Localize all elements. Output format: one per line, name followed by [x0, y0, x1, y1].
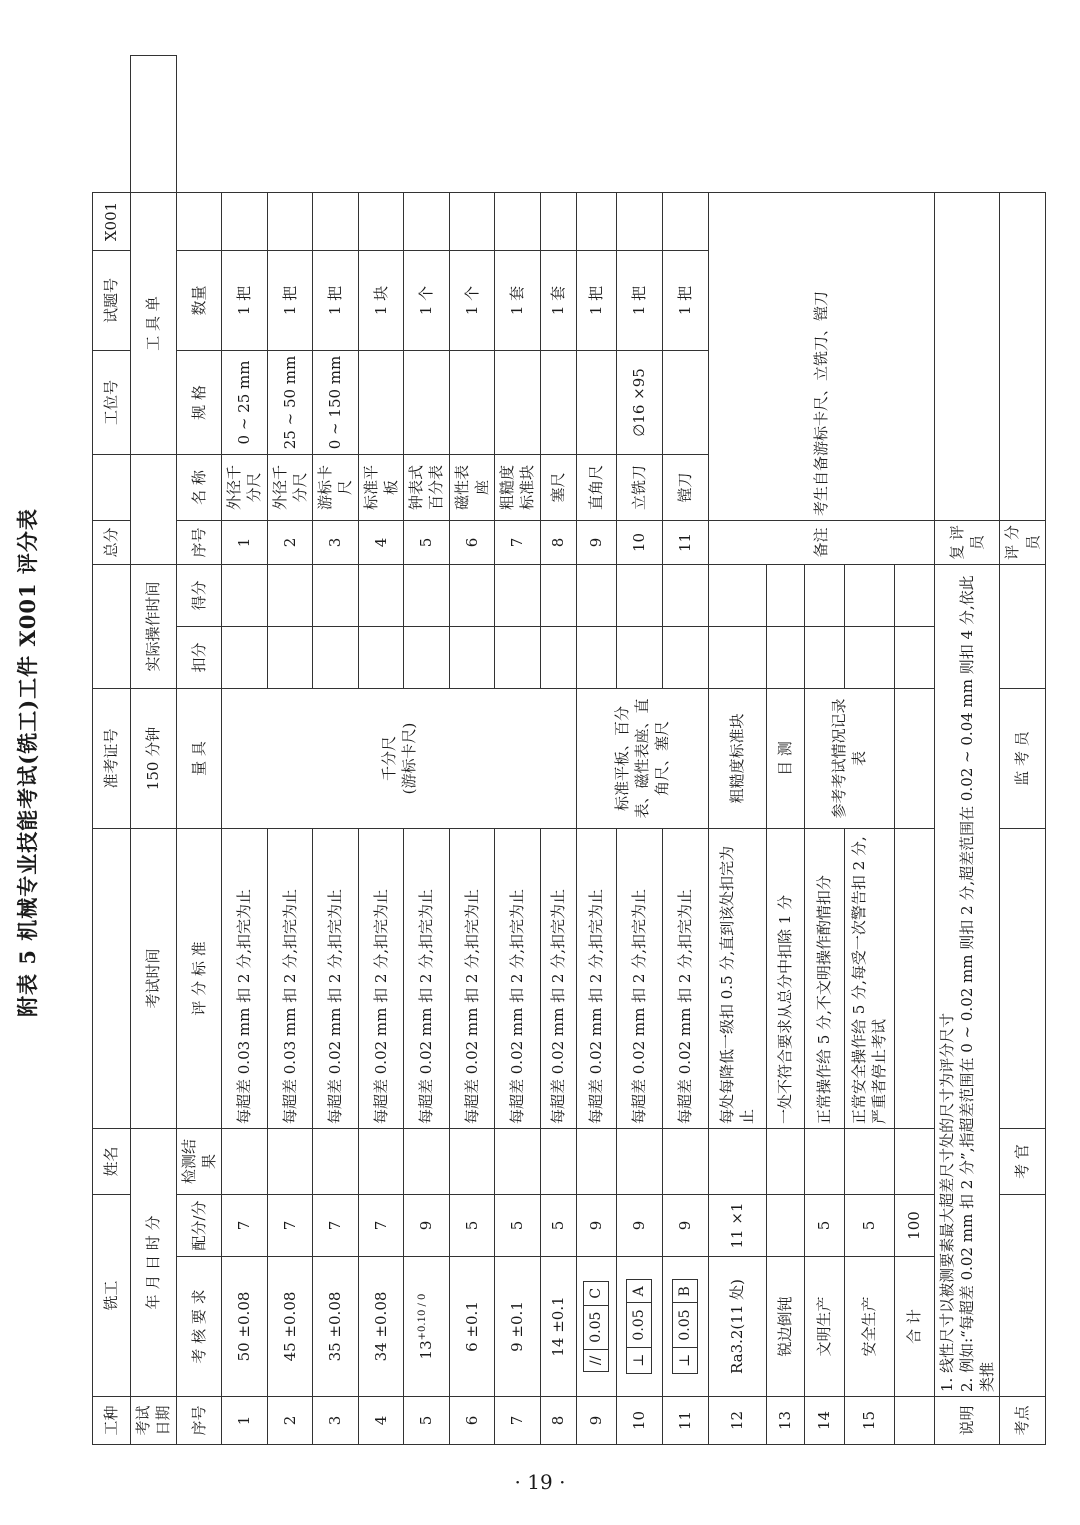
- row-seq: 7: [495, 1397, 541, 1445]
- row-deduct[interactable]: [358, 627, 404, 689]
- row-deduct[interactable]: [804, 627, 844, 689]
- row-points: 7: [313, 1195, 359, 1257]
- gauge-cell: 目 测: [766, 689, 804, 829]
- row-result[interactable]: [540, 1129, 576, 1195]
- tol-upper: +0.10: [417, 1309, 429, 1341]
- total-blank: [894, 627, 934, 689]
- frame-sym: ⊥: [630, 1353, 647, 1367]
- row-standard: 每超差 0.02 mm 扣 2 分,扣完为止: [449, 829, 495, 1129]
- row-seq: 9: [576, 1397, 616, 1445]
- row-seq: 6: [449, 1397, 495, 1445]
- total-label: 总分: [93, 521, 131, 565]
- row-standard: 正常安全操作给 5 分,每受一次警告扣 2 分,严重者停止考试: [844, 829, 894, 1129]
- col-req: 考 核 要 求: [176, 1257, 222, 1397]
- row-deduct[interactable]: [495, 627, 541, 689]
- tools-title: 工 具 单: [131, 193, 177, 455]
- row-points: 7: [267, 1195, 313, 1257]
- row-requirement: 锐边倒钝: [766, 1257, 804, 1397]
- row-standard: 每超差 0.02 mm 扣 2 分,扣完为止: [540, 829, 576, 1129]
- row-points: 9: [404, 1195, 450, 1257]
- tool-spec: [662, 351, 708, 455]
- row-seq: 13: [766, 1397, 804, 1445]
- row-standard: 正常操作给 5 分,不文明操作酌情扣分: [804, 829, 844, 1129]
- col-result: 检测结果: [176, 1129, 222, 1195]
- date-fields: 年 月 日 时 分: [131, 1129, 177, 1397]
- tool-qty: 1 套: [495, 251, 541, 351]
- tool-qty: 1 把: [616, 251, 662, 351]
- row-requirement: [616, 1257, 662, 1397]
- row-score[interactable]: [404, 565, 450, 627]
- name-field[interactable]: [93, 829, 131, 1129]
- row-seq: 12: [708, 1397, 766, 1445]
- site-label: 考点: [1000, 1397, 1046, 1445]
- frame-sym: //: [587, 1355, 604, 1366]
- tool-spacer: [449, 193, 495, 251]
- row-score[interactable]: [708, 565, 766, 627]
- col-spacer: [176, 193, 222, 251]
- row-score[interactable]: [358, 565, 404, 627]
- row-score[interactable]: [766, 565, 804, 627]
- col-tool-seq: 序号: [176, 521, 222, 565]
- score-row: [222, 56, 268, 1445]
- frame-datum: B: [673, 1280, 697, 1303]
- row-standard: 每超差 0.02 mm 扣 2 分,扣完为止: [576, 829, 616, 1129]
- tool-spacer: [267, 193, 313, 251]
- exam-time: 150 分钟: [131, 689, 177, 829]
- tool-spec: [358, 351, 404, 455]
- tools-title-spacer: [131, 56, 177, 193]
- tool-spacer: [404, 193, 450, 251]
- tool-spacer: [222, 193, 268, 251]
- row-points: [766, 1195, 804, 1257]
- name-label: 姓名: [93, 1129, 131, 1195]
- tool-name: 塞尺: [540, 455, 576, 521]
- tool-name: 镗刀: [662, 455, 708, 521]
- row-points: 5: [449, 1195, 495, 1257]
- row-seq: 15: [844, 1397, 894, 1445]
- exam-no-label: 准考证号: [93, 689, 131, 829]
- row-requirement: [576, 1257, 616, 1397]
- tolerance-frame: [672, 1279, 698, 1374]
- tolerance-frame: [583, 1281, 609, 1372]
- col-tool-name: 名 称: [176, 455, 222, 521]
- footer-row: [1000, 56, 1046, 1445]
- row-score[interactable]: [804, 565, 844, 627]
- total-label: 合 计: [894, 1257, 934, 1397]
- total-blank: [894, 829, 934, 1129]
- row-result[interactable]: [766, 1129, 804, 1195]
- tool-name: 外径千分尺: [222, 455, 268, 521]
- tool-qty: 1 把: [222, 251, 268, 351]
- row-points: 9: [616, 1195, 662, 1257]
- tool-spacer: [616, 193, 662, 251]
- notes-label: 说明: [934, 1397, 1000, 1445]
- row-deduct[interactable]: [540, 627, 576, 689]
- row-result[interactable]: [708, 1129, 766, 1195]
- row-deduct[interactable]: [576, 627, 616, 689]
- row-score[interactable]: [495, 565, 541, 627]
- row-seq: 1: [222, 1397, 268, 1445]
- tool-seq: 2: [267, 521, 313, 565]
- row-score[interactable]: [267, 565, 313, 627]
- row-requirement: Ra3.2(11 处): [708, 1257, 766, 1397]
- row-score[interactable]: [844, 565, 894, 627]
- tool-name: 游标卡尺: [313, 455, 359, 521]
- proctor-label: 监 考 员: [1000, 689, 1046, 829]
- row-requirement: [404, 1257, 450, 1397]
- row-deduct[interactable]: [766, 627, 804, 689]
- gauge-cell: 千分尺 (游标卡尺): [222, 689, 577, 829]
- tool-spacer: [576, 193, 616, 251]
- row-standard: 每超差 0.02 mm 扣 2 分,扣完为止: [616, 829, 662, 1129]
- frame-datum: A: [627, 1280, 651, 1303]
- row-points: 5: [844, 1195, 894, 1257]
- tool-spec: ∅16 ×95: [616, 351, 662, 455]
- row-result[interactable]: [222, 1129, 268, 1195]
- reviewer-label: 复 评 员: [934, 521, 1000, 565]
- note-line-2: 2. 例如:“每超差 0.02 mm 扣 2 分”,指超差范围在 0 ~ 0.02 mm 则扣 2 分,超差范围在 0.02 ~ 0.04 mm 则扣 4 分,依此类推: [957, 575, 996, 1392]
- row-points: 5: [495, 1195, 541, 1257]
- row-score[interactable]: [222, 565, 268, 627]
- row-standard: 每处每降低一级扣 0.5 分,直到该处扣完为止: [708, 829, 766, 1129]
- row-deduct[interactable]: [708, 627, 766, 689]
- examiner-label: 考 官: [1000, 1129, 1046, 1195]
- col-seq: 序号: [176, 1397, 222, 1445]
- req-base: 13: [417, 1340, 436, 1360]
- tool-qty: 1 把: [313, 251, 359, 351]
- row-seq: 11: [662, 1397, 708, 1445]
- row-result[interactable]: [616, 1129, 662, 1195]
- page-title: 附表 5 机械专业技能考试(铣工)工件 X001 评分表: [15, 508, 40, 1017]
- row-requirement: 50 ±0.08: [222, 1257, 268, 1397]
- row-requirement: 安全生产: [844, 1257, 894, 1397]
- row-seq: 10: [616, 1397, 662, 1445]
- row-deduct[interactable]: [449, 627, 495, 689]
- remarks-label: 备注: [708, 521, 934, 565]
- tool-spec: [540, 351, 576, 455]
- tool-spec: 0 ~ 25 mm: [222, 351, 268, 455]
- total-blank: [894, 689, 934, 829]
- row-standard: 每超差 0.03 mm 扣 2 分,扣完为止: [267, 829, 313, 1129]
- row-result[interactable]: [404, 1129, 450, 1195]
- row-requirement: [662, 1257, 708, 1397]
- total-blank: [894, 565, 934, 627]
- row-result[interactable]: [449, 1129, 495, 1195]
- total-field[interactable]: [93, 455, 131, 521]
- row-seq: 3: [313, 1397, 359, 1445]
- site-field[interactable]: [1000, 1195, 1046, 1397]
- page-number: · 19 ·: [514, 1470, 566, 1494]
- problem-no-label: 试题号: [93, 251, 131, 351]
- row-points: 5: [804, 1195, 844, 1257]
- row-result[interactable]: [844, 1129, 894, 1195]
- tool-seq: 3: [313, 521, 359, 565]
- row-result[interactable]: [358, 1129, 404, 1195]
- row-result[interactable]: [662, 1129, 708, 1195]
- row-deduct[interactable]: [616, 627, 662, 689]
- row-points: 7: [358, 1195, 404, 1257]
- tool-spec: [404, 351, 450, 455]
- tool-seq: 4: [358, 521, 404, 565]
- actual-time-label: 实际操作时间: [131, 565, 177, 689]
- notes-text: [934, 565, 1000, 1397]
- req-tolerance: +0.10 / 0: [417, 1293, 429, 1341]
- row-seq: 8: [540, 1397, 576, 1445]
- total-spacer: [894, 1397, 934, 1445]
- row-points: 9: [662, 1195, 708, 1257]
- row-result[interactable]: [267, 1129, 313, 1195]
- tool-qty: 1 套: [540, 251, 576, 351]
- col-gauge: 量 具: [176, 689, 222, 829]
- exam-no-field[interactable]: [93, 565, 131, 689]
- row-result[interactable]: [495, 1129, 541, 1195]
- notes-row: [934, 56, 1000, 1445]
- trade-value: 铣工: [93, 1195, 131, 1397]
- tool-seq: 8: [540, 521, 576, 565]
- tool-name: 标准平板: [358, 455, 404, 521]
- tool-qty: 1 块: [358, 251, 404, 351]
- row-standard: 每超差 0.03 mm 扣 2 分,扣完为止: [222, 829, 268, 1129]
- col-standard: 评 分 标 准: [176, 829, 222, 1129]
- tool-qty: 1 把: [267, 251, 313, 351]
- row-deduct[interactable]: [313, 627, 359, 689]
- tool-seq: 11: [662, 521, 708, 565]
- row-score[interactable]: [540, 565, 576, 627]
- tol-lower: 0: [417, 1293, 429, 1300]
- grader-field[interactable]: [1000, 193, 1046, 521]
- frame-tol: 0.05: [673, 1303, 697, 1347]
- tool-qty: 1 个: [449, 251, 495, 351]
- col-deduct: 扣分: [176, 627, 222, 689]
- row-deduct[interactable]: [662, 627, 708, 689]
- row-score[interactable]: [449, 565, 495, 627]
- tool-name: 钟表式百分表: [404, 455, 450, 521]
- tool-name: 立铣刀: [616, 455, 662, 521]
- total-points: 100: [894, 1195, 934, 1257]
- row-requirement: 9 ±0.1: [495, 1257, 541, 1397]
- grader-label: 评 分 员: [1000, 521, 1046, 565]
- row-standard: 每超差 0.02 mm 扣 2 分,扣完为止: [404, 829, 450, 1129]
- gauge-cell: 参考考试情况记录表: [804, 689, 894, 829]
- row-score[interactable]: [313, 565, 359, 627]
- remarks-text: 考生自备游标卡尺、立铣刀、镗刀: [708, 193, 934, 521]
- row-seq: 14: [804, 1397, 844, 1445]
- col-tool-spec: 规 格: [176, 351, 222, 455]
- frame-sym: ⊥: [676, 1353, 693, 1367]
- tool-name: 磁性表座: [449, 455, 495, 521]
- row-standard: 每超差 0.02 mm 扣 2 分,扣完为止: [662, 829, 708, 1129]
- row-result[interactable]: [576, 1129, 616, 1195]
- tool-qty: 1 把: [662, 251, 708, 351]
- proctor-field[interactable]: [1000, 565, 1046, 689]
- row-score[interactable]: [616, 565, 662, 627]
- tool-spacer: [495, 193, 541, 251]
- row-points: 9: [576, 1195, 616, 1257]
- row-deduct[interactable]: [404, 627, 450, 689]
- examiner-field[interactable]: [1000, 829, 1046, 1129]
- tool-spacer: [540, 193, 576, 251]
- tool-seq: 1: [222, 521, 268, 565]
- row-standard: 每超差 0.02 mm 扣 2 分,扣完为止: [313, 829, 359, 1129]
- row-deduct[interactable]: [267, 627, 313, 689]
- exam-time-label: 考试时间: [131, 829, 177, 1129]
- col-score: 得分: [176, 565, 222, 627]
- row-standard: 每超差 0.02 mm 扣 2 分,扣完为止: [495, 829, 541, 1129]
- tool-seq: 6: [449, 521, 495, 565]
- tool-name: 直角尺: [576, 455, 616, 521]
- row-score[interactable]: [662, 565, 708, 627]
- row-requirement: 14 ±0.1: [540, 1257, 576, 1397]
- tool-seq: 9: [576, 521, 616, 565]
- tool-spec: [576, 351, 616, 455]
- row-score[interactable]: [576, 565, 616, 627]
- tool-spacer: [662, 193, 708, 251]
- row-points: 7: [222, 1195, 268, 1257]
- row-points: 11 ×1: [708, 1195, 766, 1257]
- row-points: 5: [540, 1195, 576, 1257]
- col-points: 配分/分: [176, 1195, 222, 1257]
- tool-name: 外径千分尺: [267, 455, 313, 521]
- tool-qty: 1 把: [576, 251, 616, 351]
- tool-name: 粗糙度标准块: [495, 455, 541, 521]
- row-requirement: 34 ±0.08: [358, 1257, 404, 1397]
- frame-tol: 0.05: [584, 1306, 608, 1350]
- tool-spec: [449, 351, 495, 455]
- row-deduct[interactable]: [844, 627, 894, 689]
- row-requirement: 45 ±0.08: [267, 1257, 313, 1397]
- tool-spacer: [313, 193, 359, 251]
- note-line-1: 1. 线性尺寸以被测要素最大超差尺寸处的尺寸为评分尺寸: [937, 1012, 956, 1392]
- row-seq: 4: [358, 1397, 404, 1445]
- tool-spacer: [358, 193, 404, 251]
- trade-label: 工种: [93, 1397, 131, 1445]
- frame-datum: C: [584, 1282, 608, 1306]
- total-blank: [894, 1129, 934, 1195]
- row-deduct[interactable]: [222, 627, 268, 689]
- problem-no: X001: [93, 193, 131, 251]
- row-result[interactable]: [313, 1129, 359, 1195]
- tolerance-frame: [626, 1279, 652, 1373]
- tool-seq: 10: [616, 521, 662, 565]
- row-seq: 5: [404, 1397, 450, 1445]
- tool-spec: 25 ~ 50 mm: [267, 351, 313, 455]
- score-table: [92, 55, 1046, 1445]
- tool-seq: 7: [495, 521, 541, 565]
- row-requirement: 6 ±0.1: [449, 1257, 495, 1397]
- tool-spec: [495, 351, 541, 455]
- row-requirement: 文明生产: [804, 1257, 844, 1397]
- station-label: 工位号: [93, 351, 131, 455]
- reviewer-field[interactable]: [934, 193, 1000, 521]
- col-tool-qty: 数量: [176, 251, 222, 351]
- row-requirement: 35 ±0.08: [313, 1257, 359, 1397]
- row-standard: 一处不符合要求从总分中扣除 1 分: [766, 829, 804, 1129]
- score-row: [576, 56, 616, 1445]
- frame-tol: 0.05: [627, 1303, 651, 1347]
- date-label: 考试日期: [131, 1397, 177, 1445]
- row-result[interactable]: [804, 1129, 844, 1195]
- gauge-cell: 粗糙度标准块: [708, 689, 766, 829]
- actual-time-field[interactable]: [131, 455, 177, 565]
- gauge-cell: 标准平板、百分表、磁性表座、直角尺、塞尺: [576, 689, 708, 829]
- tool-qty: 1 个: [404, 251, 450, 351]
- tool-spec: 0 ~ 150 mm: [313, 351, 359, 455]
- row-seq: 2: [267, 1397, 313, 1445]
- row-standard: 每超差 0.02 mm 扣 2 分,扣完为止: [358, 829, 404, 1129]
- tool-seq: 5: [404, 521, 450, 565]
- score-row: [708, 56, 766, 1445]
